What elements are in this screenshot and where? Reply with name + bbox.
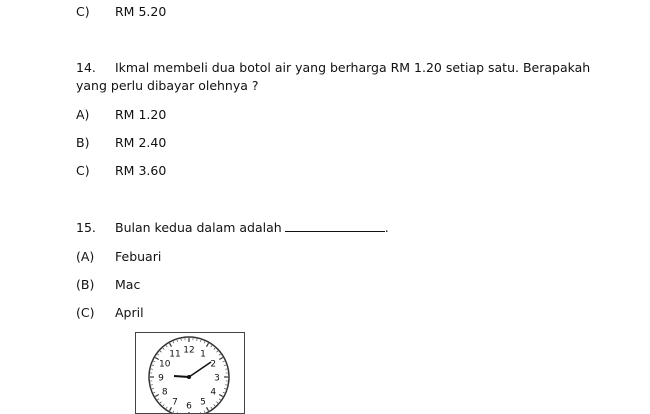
clock-numeral: 3 [214, 374, 220, 384]
clock-numeral: 8 [162, 388, 168, 398]
clock-numeral: 10 [159, 360, 171, 370]
answer-blank [285, 221, 385, 232]
q14-question-line2: yang perlu dibayar olehnya ? [76, 78, 259, 93]
q15-option-c-label: (C) [76, 305, 94, 320]
q13-option-c-text: RM 5.20 [115, 4, 166, 19]
q15-option-c-text: April [115, 305, 144, 320]
q14-number: 14. [76, 60, 96, 75]
q15-option-a-label: (A) [76, 249, 94, 264]
clock-numeral: 11 [169, 349, 180, 359]
q14-option-b-text: RM 2.40 [115, 135, 166, 150]
clock-numeral: 12 [183, 346, 194, 356]
clock-numeral: 6 [186, 402, 192, 412]
clock-numeral: 5 [200, 398, 206, 408]
clock-numeral: 9 [158, 374, 164, 384]
clock-numeral: 7 [172, 398, 178, 408]
q14-question-line1: Ikmal membeli dua botol air yang berharga RM 1.20 setiap satu. Berapakah [115, 60, 590, 75]
q15-question-end: . [385, 220, 389, 235]
clock-numeral: 2 [210, 360, 216, 370]
q14-option-a-text: RM 1.20 [115, 107, 166, 122]
clock-frame [135, 332, 245, 414]
q14-option-b-label: B) [76, 135, 89, 150]
clock-icon [136, 333, 244, 413]
q15-question-text: Bulan kedua dalam adalah [115, 220, 282, 235]
q15-number: 15. [76, 220, 96, 235]
q15-question [115, 220, 389, 235]
q15-option-b-label: (B) [76, 277, 94, 292]
q14-option-a-label: A) [76, 107, 89, 122]
clock-numeral: 4 [210, 388, 216, 398]
q15-option-a-text: Febuari [115, 249, 161, 264]
q14-option-c-label: C) [76, 163, 90, 178]
q15-option-b-text: Mac [115, 277, 140, 292]
q13-option-c-label: C) [76, 4, 90, 19]
q14-option-c-text: RM 3.60 [115, 163, 166, 178]
clock-hour-hand [174, 376, 189, 377]
clock-center [187, 375, 191, 379]
clock-numeral: 1 [200, 349, 206, 359]
